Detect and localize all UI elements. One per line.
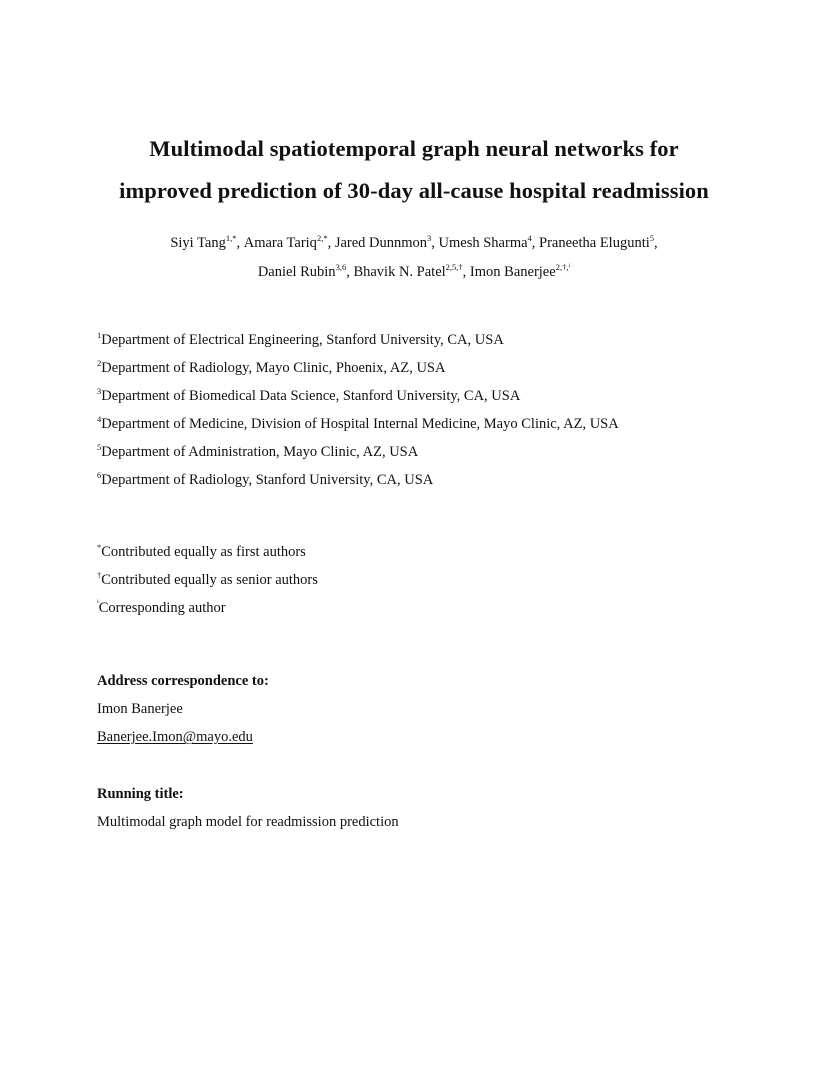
author-affiliation-marks: 3 <box>427 233 432 243</box>
affiliation-text: Department of Radiology, Mayo Clinic, Phoenix, AZ, USA <box>101 360 446 376</box>
author-separator: , <box>431 235 439 251</box>
author-separator: , <box>327 235 335 251</box>
affiliation-item <box>97 466 777 494</box>
author-affiliation-marks: 4 <box>527 233 532 243</box>
affiliation-list <box>97 326 777 494</box>
author <box>335 235 439 251</box>
note-symbol: ⁱ <box>97 598 99 608</box>
author <box>353 264 469 280</box>
author-name: Amara Tariq <box>243 235 317 251</box>
affiliation-text: Department of Biomedical Data Science, Stanford University, CA, USA <box>101 388 521 404</box>
affiliation-number: 4 <box>97 414 102 424</box>
paper-title-line-2: improved prediction of 30-day all-cause hospital readmission <box>119 178 709 203</box>
author-name: Siyi Tang <box>170 235 226 251</box>
correspondence-heading: Address correspondence to: <box>97 673 269 689</box>
note-text: Contributed equally as first authors <box>101 544 306 560</box>
paper-title-line-1: Multimodal spatiotemporal graph neural networks for <box>149 136 679 161</box>
running-title-text: Multimodal graph model for readmission prediction <box>97 814 399 830</box>
author-line-2 <box>60 258 768 287</box>
author-list <box>60 229 768 287</box>
author-line-1 <box>60 229 768 258</box>
affiliation-text: Department of Administration, Mayo Clinic, AZ, USA <box>101 444 419 460</box>
author-affiliation-marks: 3,6 <box>335 262 347 272</box>
author-affiliation-marks: 2,* <box>316 233 328 243</box>
author-name: Umesh Sharma <box>438 235 528 251</box>
author-name: Bhavik N. Patel <box>353 264 446 280</box>
author-separator: , <box>531 235 540 251</box>
affiliation-item <box>97 438 777 466</box>
affiliation-number: 2 <box>97 358 102 368</box>
author-affiliation-marks: 5 <box>649 233 655 243</box>
author <box>470 264 570 280</box>
author-separator: , <box>462 264 470 280</box>
author-name: Daniel Rubin <box>257 264 336 280</box>
note-text: Corresponding author <box>98 600 226 616</box>
affiliation-item <box>97 382 777 410</box>
author-notes <box>97 538 777 622</box>
note-symbol: † <box>97 570 102 580</box>
author-separator: , <box>236 235 244 251</box>
correspondence-name: Imon Banerjee <box>97 701 183 717</box>
affiliation-text: Department of Radiology, Stanford University, CA, USA <box>101 472 434 488</box>
affiliation-text: Department of Electrical Engineering, Stanford University, CA, USA <box>101 332 504 348</box>
author <box>170 235 243 251</box>
author <box>439 235 540 251</box>
affiliation-item <box>97 354 777 382</box>
affiliation-text: Department of Medicine, Division of Hospital Internal Medicine, Mayo Clinic, AZ, USA <box>101 416 619 432</box>
author-note <box>97 538 777 566</box>
author <box>244 235 335 251</box>
author-name: Praneetha Elugunti <box>539 235 650 251</box>
affiliation-number: 3 <box>97 386 102 396</box>
author <box>539 235 658 251</box>
affiliation-number: 5 <box>97 442 102 452</box>
author-name: Imon Banerjee <box>469 264 556 280</box>
correspondence-block <box>97 667 777 751</box>
paper-title <box>60 128 768 212</box>
author-affiliation-marks: 2,5,† <box>445 262 463 272</box>
author-separator: , <box>654 235 658 251</box>
author-separator: , <box>346 264 354 280</box>
author-note <box>97 594 777 622</box>
note-text: Contributed equally as senior authors <box>101 572 318 588</box>
author-affiliation-marks: 1,* <box>225 233 237 243</box>
author-affiliation-marks: 2,†,ⁱ <box>555 262 571 272</box>
author-name: Jared Dunnmon <box>334 235 428 251</box>
note-symbol: * <box>97 542 102 552</box>
running-title-block <box>97 780 777 836</box>
affiliation-item <box>97 326 777 354</box>
affiliation-number: 6 <box>97 470 102 480</box>
correspondence-email-link[interactable]: Banerjee.Imon@mayo.edu <box>97 729 253 745</box>
affiliation-number: 1 <box>97 330 102 340</box>
affiliation-item <box>97 410 777 438</box>
author-note <box>97 566 777 594</box>
author <box>258 264 354 280</box>
running-title-heading: Running title: <box>97 786 184 802</box>
